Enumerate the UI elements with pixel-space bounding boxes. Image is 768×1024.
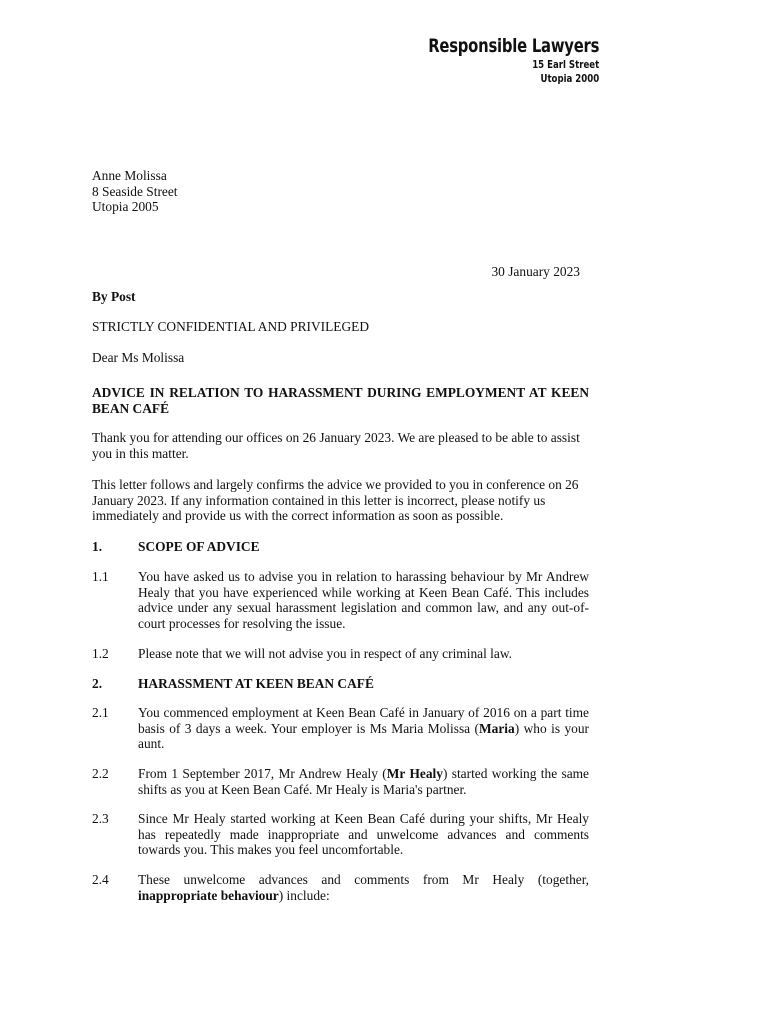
- paragraph-number: 2.3: [92, 811, 109, 826]
- intro-paragraph-2: This letter follows and largely confirms the advice we provided to you in conference on 26 January 2023. If any information contained in this letter is incorrect, please notify us immediately and provide us with the correct information as soon as possible.: [92, 477, 579, 523]
- subject-line: ADVICE IN RELATION TO HARASSMENT DURING EMPLOYMENT AT KEEN BEAN CAFÉ: [92, 385, 589, 416]
- section-number: 1.: [92, 539, 103, 554]
- letter-date: 30 January 2023: [491, 264, 580, 279]
- recipient-city: Utopia 2005: [92, 199, 159, 214]
- text-run: ) include:: [278, 887, 330, 903]
- paragraph-text: You have asked us to advise you in relation to harassing behaviour by Mr Andrew Healy that you have experienced while working at Keen Bean Café. This includes advice under any sexual harassment legislation and common law, and any out-of-court processes for resolving the issue.: [138, 569, 589, 631]
- defined-term: Maria: [479, 720, 515, 736]
- paragraph-number: 2.1: [92, 705, 109, 720]
- salutation: Dear Ms Molissa: [92, 350, 185, 365]
- paragraph-number: 2.4: [92, 872, 109, 887]
- firm-name: Responsible Lawyers: [428, 35, 599, 57]
- confidentiality-notice: STRICTLY CONFIDENTIAL AND PRIVILEGED: [92, 319, 369, 334]
- firm-address-line2: Utopia 2000: [540, 72, 599, 85]
- recipient-address: [92, 168, 178, 215]
- paragraph-text: [138, 766, 589, 797]
- section-number: 2.: [92, 676, 103, 691]
- paragraph-number: 1.2: [92, 646, 109, 661]
- letterhead: [380, 34, 599, 86]
- paragraph-text: [138, 705, 589, 752]
- defined-term: inappropriate behaviour: [138, 887, 279, 903]
- section-title: SCOPE OF ADVICE: [138, 539, 260, 554]
- firm-address-line1: 15 Earl Street: [532, 58, 599, 71]
- text-run: You commenced employment at Keen Bean Café in January of 2016 on a part time basis of 3 days a week. Your employer is Ms Maria Molissa (: [138, 705, 589, 736]
- delivery-method: By Post: [92, 289, 136, 304]
- paragraph-number: 1.1: [92, 569, 109, 584]
- text-run: These unwelcome advances and comments from Mr Healy (together,: [138, 872, 589, 887]
- defined-term: Mr Healy: [386, 766, 443, 781]
- text-run: ) started working the same shifts as you at Keen Bean Café. Mr Healy is Maria's partner.: [138, 766, 589, 797]
- section-title: HARASSMENT AT KEEN BEAN CAFÉ: [138, 676, 374, 691]
- recipient-street: 8 Seaside Street: [92, 183, 178, 199]
- paragraph-text: Since Mr Healy started working at Keen Bean Café during your shifts, Mr Healy has repeatedly made inappropriate and unwelcome advances and comments towards you. This makes you feel uncomfortable.: [138, 811, 589, 857]
- text-run: ) who is your aunt.: [138, 720, 590, 751]
- paragraph-number: 2.2: [92, 766, 109, 781]
- text-run: From 1 September 2017, Mr Andrew Healy (: [138, 766, 387, 781]
- recipient-name: Anne Molissa: [92, 168, 167, 183]
- intro-paragraph-1: Thank you for attending our offices on 26 January 2023. We are pleased to be able to assist you in this matter.: [92, 430, 580, 461]
- paragraph-text: Please note that we will not advise you in respect of any criminal law.: [138, 646, 512, 661]
- paragraph-text: [138, 872, 589, 903]
